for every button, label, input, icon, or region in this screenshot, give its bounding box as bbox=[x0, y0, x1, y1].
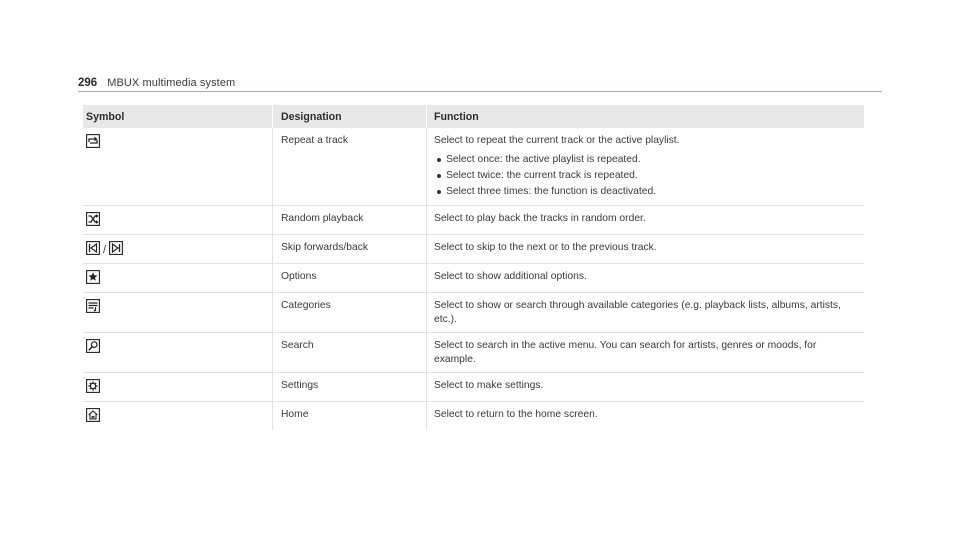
function-cell bbox=[427, 128, 865, 206]
designation-cell: Skip forwards/back bbox=[273, 235, 427, 264]
header-function: Function bbox=[427, 105, 865, 128]
symbol-table bbox=[83, 105, 864, 430]
designation-cell: Repeat a track bbox=[273, 128, 427, 206]
page-title: MBUX multimedia system bbox=[107, 77, 236, 89]
function-cell: Select to play back the tracks in random order. bbox=[427, 206, 865, 235]
home-icon bbox=[86, 408, 100, 422]
function-cell: Select to make settings. bbox=[427, 373, 865, 402]
table-row bbox=[83, 264, 864, 293]
skip-separator: / bbox=[103, 244, 107, 256]
table-row bbox=[83, 333, 864, 373]
page-header bbox=[78, 73, 882, 92]
designation-cell: Settings bbox=[273, 373, 427, 402]
shuffle-icon bbox=[86, 212, 100, 226]
symbol-cell bbox=[83, 402, 273, 431]
table-header-row bbox=[83, 105, 864, 128]
categories-icon bbox=[86, 299, 100, 313]
table-row bbox=[83, 293, 864, 333]
designation-cell: Options bbox=[273, 264, 427, 293]
symbol-cell bbox=[83, 235, 273, 264]
symbol-cell bbox=[83, 206, 273, 235]
header-designation: Designation bbox=[273, 105, 427, 128]
function-cell: Select to show or search through available categories (e.g. playback lists, albums, artists, etc.). bbox=[427, 293, 865, 333]
function-text: Select to repeat the current track or the active playlist. bbox=[434, 135, 680, 146]
symbol-cell bbox=[83, 373, 273, 402]
table-row bbox=[83, 128, 864, 206]
star-icon bbox=[86, 270, 100, 284]
bullet-item: Select once: the active playlist is repeated. bbox=[434, 152, 856, 168]
designation-cell: Home bbox=[273, 402, 427, 431]
designation-cell: Categories bbox=[273, 293, 427, 333]
search-icon bbox=[86, 339, 100, 353]
function-cell: Select to search in the active menu. You can search for artists, genres or moods, for example. bbox=[427, 333, 865, 373]
symbol-cell bbox=[83, 264, 273, 293]
gear-icon bbox=[86, 379, 100, 393]
function-cell: Select to show additional options. bbox=[427, 264, 865, 293]
bullet-item: Select three times: the function is deactivated. bbox=[434, 184, 856, 200]
symbol-cell bbox=[83, 128, 273, 206]
designation-cell: Random playback bbox=[273, 206, 427, 235]
bullet-item: Select twice: the current track is repeated. bbox=[434, 168, 856, 184]
table-row bbox=[83, 235, 864, 264]
skip-forward-icon bbox=[109, 241, 123, 255]
function-cell: Select to return to the home screen. bbox=[427, 402, 865, 431]
table-row bbox=[83, 373, 864, 402]
designation-cell: Search bbox=[273, 333, 427, 373]
page-number: 296 bbox=[78, 77, 98, 89]
symbol-cell bbox=[83, 293, 273, 333]
header-symbol: Symbol bbox=[83, 105, 273, 128]
table-row bbox=[83, 206, 864, 235]
symbol-cell bbox=[83, 333, 273, 373]
function-cell: Select to skip to the next or to the previous track. bbox=[427, 235, 865, 264]
repeat-icon bbox=[86, 134, 100, 148]
table-row bbox=[83, 402, 864, 431]
bullet-list bbox=[434, 152, 856, 200]
skip-back-icon bbox=[86, 241, 100, 255]
